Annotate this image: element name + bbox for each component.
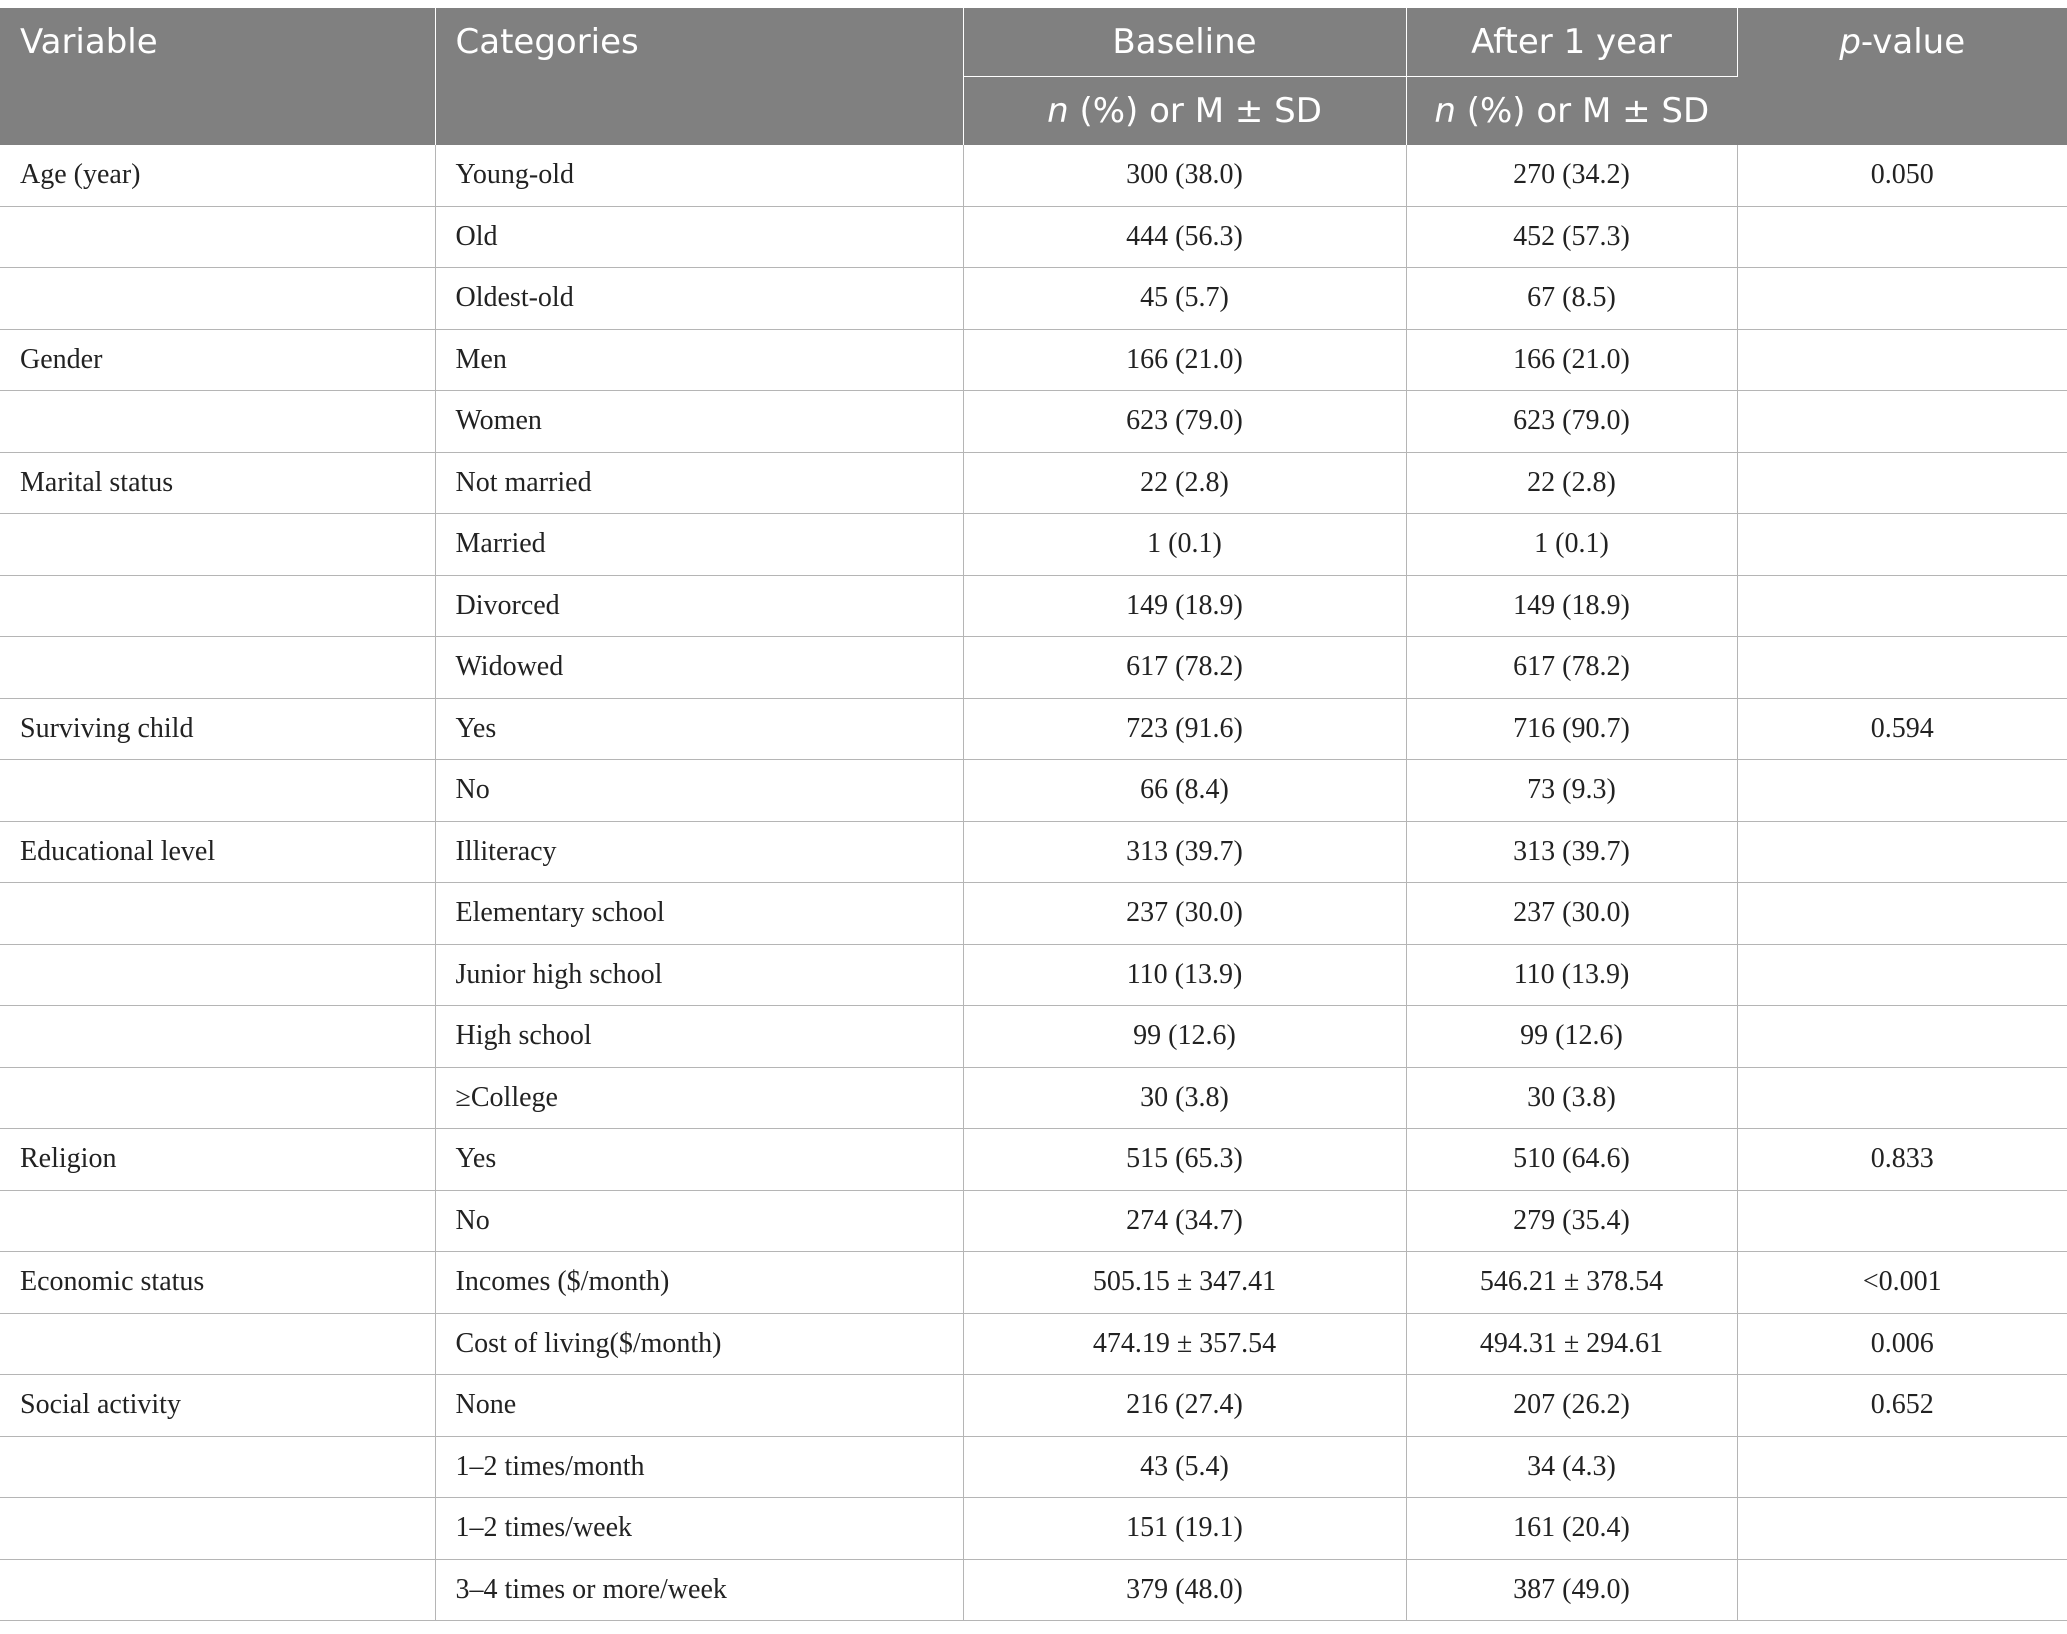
table-row	[0, 329, 2067, 391]
subheader-after-n: n	[1434, 91, 1456, 131]
cell-category: Cost of living($/month)	[435, 1313, 963, 1375]
cell-after-1-year: 270 (34.2)	[1406, 145, 1737, 206]
cell-baseline: 474.19 ± 357.54	[963, 1313, 1406, 1375]
cell-category: None	[435, 1375, 963, 1437]
cell-variable	[0, 268, 435, 330]
cell-p-value	[1737, 944, 2067, 1006]
cell-category: No	[435, 760, 963, 822]
cell-after-1-year: 237 (30.0)	[1406, 883, 1737, 945]
header-categories: Categories	[435, 8, 963, 145]
cell-category: Divorced	[435, 575, 963, 637]
table-row	[0, 1559, 2067, 1621]
cell-baseline: 1 (0.1)	[963, 514, 1406, 576]
cell-variable: Economic status	[0, 1252, 435, 1314]
table-row	[0, 637, 2067, 699]
table-row	[0, 1129, 2067, 1191]
cell-variable	[0, 1067, 435, 1129]
cell-baseline: 313 (39.7)	[963, 821, 1406, 883]
cell-after-1-year: 623 (79.0)	[1406, 391, 1737, 453]
cell-p-value: 0.594	[1737, 698, 2067, 760]
cell-after-1-year: 73 (9.3)	[1406, 760, 1737, 822]
cell-variable	[0, 1006, 435, 1068]
cell-p-value	[1737, 1067, 2067, 1129]
table-row	[0, 698, 2067, 760]
cell-p-value	[1737, 268, 2067, 330]
cell-after-1-year: 67 (8.5)	[1406, 268, 1737, 330]
cell-category: Oldest-old	[435, 268, 963, 330]
cell-baseline: 151 (19.1)	[963, 1498, 1406, 1560]
cell-baseline: 274 (34.7)	[963, 1190, 1406, 1252]
table-row	[0, 452, 2067, 514]
cell-variable	[0, 1498, 435, 1560]
table-row	[0, 1252, 2067, 1314]
cell-p-value	[1737, 452, 2067, 514]
cell-baseline: 66 (8.4)	[963, 760, 1406, 822]
cell-baseline: 723 (91.6)	[963, 698, 1406, 760]
cell-category: Women	[435, 391, 963, 453]
cell-variable: Social activity	[0, 1375, 435, 1437]
cell-p-value	[1737, 1559, 2067, 1621]
cell-category: 3–4 times or more/week	[435, 1559, 963, 1621]
cell-baseline: 515 (65.3)	[963, 1129, 1406, 1191]
table-row	[0, 145, 2067, 206]
cell-baseline: 110 (13.9)	[963, 944, 1406, 1006]
cell-baseline: 166 (21.0)	[963, 329, 1406, 391]
cell-category: Not married	[435, 452, 963, 514]
cell-p-value: 0.050	[1737, 145, 2067, 206]
cell-variable: Religion	[0, 1129, 435, 1191]
cell-p-value	[1737, 760, 2067, 822]
cell-p-value: 0.652	[1737, 1375, 2067, 1437]
cell-after-1-year: 99 (12.6)	[1406, 1006, 1737, 1068]
cell-variable	[0, 1313, 435, 1375]
cell-category: Men	[435, 329, 963, 391]
cell-variable: Age (year)	[0, 145, 435, 206]
cell-category: 1–2 times/month	[435, 1436, 963, 1498]
table-row	[0, 1436, 2067, 1498]
subheader-after	[1406, 77, 1737, 146]
cell-baseline: 300 (38.0)	[963, 145, 1406, 206]
header-p-rest: -value	[1860, 22, 1966, 62]
cell-category: ≥College	[435, 1067, 963, 1129]
cell-p-value	[1737, 1436, 2067, 1498]
cell-baseline: 99 (12.6)	[963, 1006, 1406, 1068]
cell-p-value: 0.833	[1737, 1129, 2067, 1191]
cell-variable: Surviving child	[0, 698, 435, 760]
cell-category: Elementary school	[435, 883, 963, 945]
table-row	[0, 760, 2067, 822]
subheader-after-rest: (%) or M ± SD	[1455, 91, 1710, 131]
cell-after-1-year: 22 (2.8)	[1406, 452, 1737, 514]
cell-category: High school	[435, 1006, 963, 1068]
cell-p-value	[1737, 329, 2067, 391]
cell-baseline: 216 (27.4)	[963, 1375, 1406, 1437]
cell-baseline: 617 (78.2)	[963, 637, 1406, 699]
cell-baseline: 505.15 ± 347.41	[963, 1252, 1406, 1314]
cell-category: Widowed	[435, 637, 963, 699]
cell-variable	[0, 1436, 435, 1498]
cell-variable	[0, 944, 435, 1006]
table-row	[0, 391, 2067, 453]
cell-p-value: <0.001	[1737, 1252, 2067, 1314]
characteristics-table	[0, 8, 2067, 1621]
cell-p-value	[1737, 391, 2067, 453]
cell-category: Married	[435, 514, 963, 576]
cell-baseline: 45 (5.7)	[963, 268, 1406, 330]
table-row	[0, 1313, 2067, 1375]
cell-baseline: 30 (3.8)	[963, 1067, 1406, 1129]
cell-variable	[0, 575, 435, 637]
cell-after-1-year: 617 (78.2)	[1406, 637, 1737, 699]
data-table-container	[0, 8, 2067, 1621]
cell-after-1-year: 149 (18.9)	[1406, 575, 1737, 637]
cell-baseline: 149 (18.9)	[963, 575, 1406, 637]
cell-after-1-year: 387 (49.0)	[1406, 1559, 1737, 1621]
header-after-1-year: After 1 year	[1406, 8, 1737, 77]
cell-after-1-year: 279 (35.4)	[1406, 1190, 1737, 1252]
cell-baseline: 237 (30.0)	[963, 883, 1406, 945]
cell-variable: Educational level	[0, 821, 435, 883]
cell-variable	[0, 1190, 435, 1252]
cell-baseline: 623 (79.0)	[963, 391, 1406, 453]
cell-after-1-year: 207 (26.2)	[1406, 1375, 1737, 1437]
cell-baseline: 379 (48.0)	[963, 1559, 1406, 1621]
cell-variable	[0, 637, 435, 699]
cell-category: Yes	[435, 1129, 963, 1191]
cell-p-value	[1737, 1498, 2067, 1560]
cell-baseline: 43 (5.4)	[963, 1436, 1406, 1498]
cell-after-1-year: 110 (13.9)	[1406, 944, 1737, 1006]
subheader-baseline	[963, 77, 1406, 146]
cell-p-value	[1737, 206, 2067, 268]
cell-p-value	[1737, 1006, 2067, 1068]
cell-category: 1–2 times/week	[435, 1498, 963, 1560]
cell-variable: Marital status	[0, 452, 435, 514]
table-row	[0, 1498, 2067, 1560]
cell-after-1-year: 510 (64.6)	[1406, 1129, 1737, 1191]
cell-category: Incomes ($/month)	[435, 1252, 963, 1314]
table-body	[0, 145, 2067, 1621]
table-row	[0, 1375, 2067, 1437]
cell-category: Junior high school	[435, 944, 963, 1006]
cell-after-1-year: 716 (90.7)	[1406, 698, 1737, 760]
cell-category: Yes	[435, 698, 963, 760]
table-row	[0, 944, 2067, 1006]
cell-p-value	[1737, 514, 2067, 576]
cell-after-1-year: 1 (0.1)	[1406, 514, 1737, 576]
cell-after-1-year: 494.31 ± 294.61	[1406, 1313, 1737, 1375]
table-row	[0, 206, 2067, 268]
cell-p-value	[1737, 637, 2067, 699]
table-row	[0, 1006, 2067, 1068]
cell-after-1-year: 452 (57.3)	[1406, 206, 1737, 268]
cell-variable	[0, 391, 435, 453]
cell-p-value: 0.006	[1737, 1313, 2067, 1375]
cell-category: Old	[435, 206, 963, 268]
cell-variable	[0, 206, 435, 268]
cell-variable	[0, 514, 435, 576]
cell-after-1-year: 161 (20.4)	[1406, 1498, 1737, 1560]
cell-p-value	[1737, 1190, 2067, 1252]
cell-variable	[0, 883, 435, 945]
table-row	[0, 883, 2067, 945]
header-variable: Variable	[0, 8, 435, 145]
cell-after-1-year: 166 (21.0)	[1406, 329, 1737, 391]
cell-p-value	[1737, 575, 2067, 637]
cell-after-1-year: 546.21 ± 378.54	[1406, 1252, 1737, 1314]
cell-p-value	[1737, 883, 2067, 945]
cell-category: No	[435, 1190, 963, 1252]
header-p-value	[1737, 8, 2067, 145]
table-row	[0, 514, 2067, 576]
cell-after-1-year: 30 (3.8)	[1406, 1067, 1737, 1129]
table-row	[0, 821, 2067, 883]
cell-after-1-year: 34 (4.3)	[1406, 1436, 1737, 1498]
table-row	[0, 575, 2067, 637]
cell-baseline: 444 (56.3)	[963, 206, 1406, 268]
header-p-italic: p	[1839, 22, 1861, 62]
subheader-baseline-n: n	[1047, 91, 1069, 131]
subheader-baseline-rest: (%) or M ± SD	[1068, 91, 1322, 131]
cell-after-1-year: 313 (39.7)	[1406, 821, 1737, 883]
table-row	[0, 268, 2067, 330]
table-header	[0, 8, 2067, 145]
table-row	[0, 1190, 2067, 1252]
cell-p-value	[1737, 821, 2067, 883]
cell-category: Illiteracy	[435, 821, 963, 883]
cell-variable	[0, 760, 435, 822]
table-row	[0, 1067, 2067, 1129]
header-baseline: Baseline	[963, 8, 1406, 77]
cell-variable	[0, 1559, 435, 1621]
cell-variable: Gender	[0, 329, 435, 391]
cell-category: Young-old	[435, 145, 963, 206]
cell-baseline: 22 (2.8)	[963, 452, 1406, 514]
